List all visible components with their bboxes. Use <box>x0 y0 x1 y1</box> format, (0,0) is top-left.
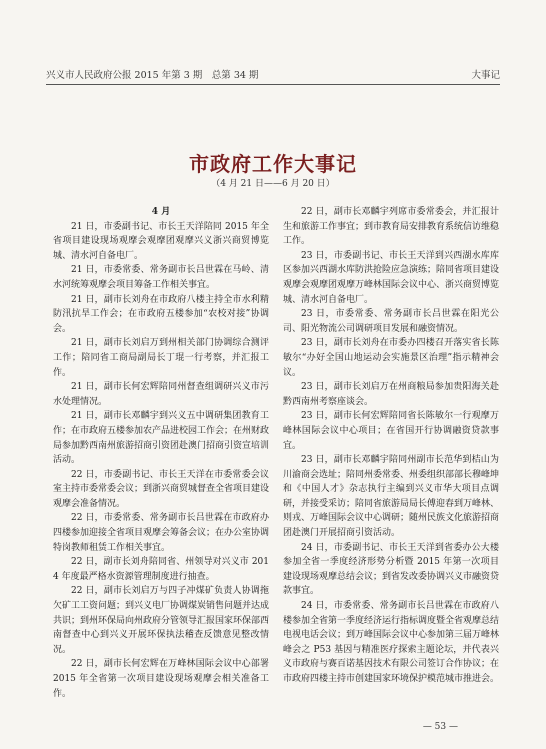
entry-paragraph: 23 日，副市长刘启万在州商粮局参加贵阳海关赴黔西南州考察座谈会。 <box>283 382 499 407</box>
running-header <box>46 67 500 83</box>
entry-paragraph: 23 日，副市长何宏辉陪同省长陈敏尔一行观摩万峰林国际会议中心项目；在省国开行协调融资贷款事宜。 <box>283 411 499 451</box>
entry-paragraph: 22 日，副市长刘启万与四子冲煤矿负责人协调拖欠矿工工资问题；到兴义电厂协调煤炭销售问题并达成共识；到州环保局向州政府分管领导汇报国家环保部西南督查中心到兴义开展环保执法稽查反馈意见整改情况。 <box>53 586 270 655</box>
entry-paragraph: 21 日，副市长邓麟宇到兴义五中调研集团教育工作；在市政府五楼参加农产品进校园工作会；在州财政局参加黔西南州旅游招商引资团赴澳门招商引资宣培训活动。 <box>53 411 270 466</box>
entry-paragraph: 21 日，市委副书记、市长王天洋陪同 2015 年全省项目建设现场观摩会观摩团观摩兴义浙兴商贸博览城、清水河自备电厂。 <box>53 221 269 261</box>
right-column <box>283 205 499 687</box>
page-title: 市政府工作大事记 <box>189 152 357 176</box>
entry-paragraph: 23 日，副市长邓麟宇陪同州副市长范华到桔山为川渝商会选址；陪同州委常委、州委组织部部长穆峰坤和《中国人才》杂志执行主编到兴义市华大项目点调研，并接受采访；陪同省旅游局局长傅迎春到万峰林、则戎、万峰国际会议中心调研；随州民族文化旅游招商团赴澳门开展招商引资活动。 <box>283 455 500 539</box>
header-rule <box>46 84 500 85</box>
left-column <box>53 205 269 701</box>
page-number: — 53 — <box>422 722 458 732</box>
entry-paragraph: 22 日，副市长刘舟陪同省、州领导对兴义市 2014 年度最严格水资源管理制度进行抽查。 <box>53 557 269 582</box>
month-heading: 4 月 <box>151 207 171 217</box>
entry-paragraph: 22 日，副市长邓麟宇列席市委常委会，并汇报计生和旅游工作事宜；到市教育局安排教育系统信访维稳工作。 <box>283 207 500 247</box>
entry-paragraph: 22 日，市委副书记、市长王天洋在市委常委会议室主持市委常委会议；到浙兴商贸城督查全省项目建设观摩会准备情况。 <box>53 469 270 509</box>
entry-paragraph: 21 日，市委常委、常务副市长吕世霖在马岭、清水河统筹观摩会项目筹备工作相关事宜。 <box>53 265 269 290</box>
entry-paragraph: 23 日，市委副书记、市长王天洋到兴西湖水库库区参加兴西湖水库防洪抢险应急演练；陪同省项目建设观摩会观摩团观摩万峰林国际会议中心、浙兴商贸博览城、清水河自备电厂。 <box>283 250 500 305</box>
entry-paragraph: 21 日，副市长何宏辉陪同州督查组调研兴义市污水处理情况。 <box>53 382 269 407</box>
entry-paragraph: 24 日，市委常委、常务副市长吕世霖在市政府八楼参加全省第一季度经济运行指标调度暨全省观摩总结电视电话会议；到万峰国际会议中心参加第三届万峰林峰会之 P53 基因与精准医疗探索主题论坛，并代表兴义市政府与赛百诺基因技术有限公司签订合作协议；在市政府四楼主持市创建国家环境保护模范城市推进会。 <box>283 601 500 684</box>
header-publication: 兴义市人民政府公报 2015 年第 3 期 总第 34 期 <box>46 70 259 81</box>
entry-paragraph: 23 日，副市长刘舟在市委办四楼召开落实省长陈敏尔“办好全国山地运动会实施景区治理”指示精神会议。 <box>283 338 499 378</box>
entry-paragraph: 21 日，副市长刘启万到州相关部门协调综合测评工作；陪同省工商局副局长丁琨一行考察，并汇报工作。 <box>53 338 269 378</box>
entry-paragraph: 22 日，副市长何宏辉在万峰林国际会议中心部署 2015 年全省第一次项目建设现场观摩会相关准备工作。 <box>53 659 269 699</box>
entry-paragraph: 21 日，副市长刘舟在市政府八楼主持全市水利精防汛抗旱工作会；在市政府五楼参加“农校对接”协调会。 <box>53 294 269 334</box>
header-section: 大事记 <box>471 70 500 81</box>
entry-paragraph: 24 日，市委副书记、市长王天洋到省委办公大楼参加全省一季度经济形势分析暨 2015 年第一次项目建设现场观摩总结会议；到省发改委协调兴义市融资贷款事宜。 <box>283 542 500 597</box>
entry-paragraph: 22 日，市委常委、常务副市长吕世霖在市政府办四楼参加迎接全省项目观摩会筹备会议；在办公室协调特岗教师租赁工作相关事宜。 <box>53 513 270 553</box>
entry-paragraph: 23 日，市委常委、常务副市长吕世霖在阳光公司、阳光物流公司调研项目发展和融资情况。 <box>283 309 499 334</box>
page-subtitle: （4 月 21 日——6 月 20 日） <box>211 179 335 189</box>
